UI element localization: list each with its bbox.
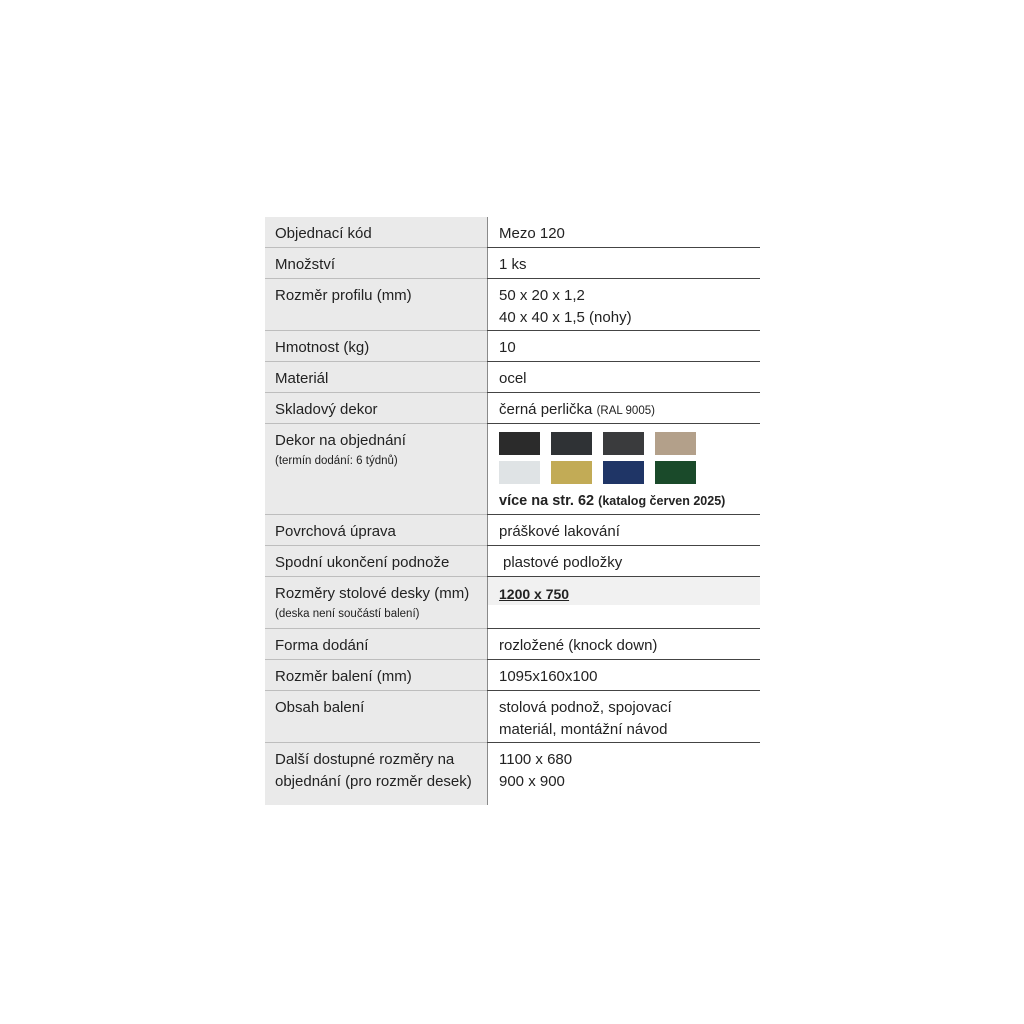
color-swatch-8: [655, 461, 696, 484]
label-quantity: Množství: [265, 248, 487, 279]
value-base-ending: plastové podložky: [487, 546, 760, 576]
color-swatch-7: [603, 461, 644, 484]
value-quantity: 1 ks: [487, 248, 760, 278]
row-order-decor: [265, 424, 760, 515]
color-swatch-6: [551, 461, 592, 484]
value-stock-decor: [487, 393, 760, 423]
row-profile-size: [265, 279, 760, 331]
row-quantity: [265, 248, 760, 279]
value-package-contents-line1: stolová podnož, spojovací: [499, 699, 672, 716]
label-order-decor-text: Dekor na objednání: [275, 432, 406, 449]
value-stock-decor-text: černá perlička: [499, 401, 593, 418]
row-base-ending: [265, 546, 760, 577]
label-profile-size: Rozměr profilu (mm): [265, 279, 487, 331]
row-package-contents: [265, 691, 760, 743]
label-order-code: Objednací kód: [265, 217, 487, 248]
more-info-text: [499, 490, 760, 512]
label-package-contents: Obsah balení: [265, 691, 487, 743]
color-swatch-2: [551, 432, 592, 455]
value-order-code: Mezo 120: [487, 217, 760, 247]
label-package-size: Rozměr balení (mm): [265, 660, 487, 691]
value-profile-size: [487, 279, 760, 330]
label-other-sizes: [265, 743, 487, 805]
color-swatch-grid: [499, 432, 760, 484]
label-tabletop-size-text: Rozměry stolové desky (mm): [275, 585, 470, 602]
more-info-page: více na str. 62: [499, 493, 595, 509]
value-package-contents-line2: materiál, montážní návod: [499, 721, 668, 738]
value-profile-size-line2: 40 x 40 x 1,5 (nohy): [499, 309, 632, 326]
label-tabletop-size-note: (deska není součástí balení): [275, 608, 420, 620]
value-package-size: 1095x160x100: [487, 660, 760, 690]
row-package-size: [265, 660, 760, 691]
color-swatch-4: [655, 432, 696, 455]
row-surface-finish: [265, 515, 760, 546]
color-swatch-5: [499, 461, 540, 484]
label-other-sizes-line2: objednání (pro rozměr desek): [275, 773, 472, 790]
label-order-decor: [265, 424, 487, 515]
row-weight: [265, 331, 760, 362]
value-stock-decor-ral: (RAL 9005): [596, 405, 655, 417]
value-other-sizes-line1: 1100 x 680: [499, 751, 573, 768]
row-stock-decor: [265, 393, 760, 424]
row-order-code: [265, 217, 760, 248]
color-swatch-3: [603, 432, 644, 455]
value-delivery-form: rozložené (knock down): [487, 629, 760, 659]
label-tabletop-size: [265, 577, 487, 629]
tabletop-size-text: 1200 x 750: [499, 586, 570, 602]
row-tabletop-size: [265, 577, 760, 629]
more-info-catalog: (katalog červen 2025): [598, 494, 726, 508]
value-order-decor: [487, 424, 760, 514]
value-surface-finish: práškové lakování: [487, 515, 760, 545]
label-stock-decor: Skladový dekor: [265, 393, 487, 424]
label-other-sizes-line1: Další dostupné rozměry na: [275, 751, 455, 768]
value-other-sizes-line2: 900 x 900: [499, 773, 565, 790]
value-package-contents: [487, 691, 760, 742]
label-material: Materiál: [265, 362, 487, 393]
label-order-decor-note: (termín dodání: 6 týdnů): [275, 455, 398, 467]
row-delivery-form: [265, 629, 760, 660]
label-weight: Hmotnost (kg): [265, 331, 487, 362]
row-other-sizes: [265, 743, 760, 805]
value-weight: 10: [487, 331, 760, 361]
label-delivery-form: Forma dodání: [265, 629, 487, 660]
color-swatch-1: [499, 432, 540, 455]
row-material: [265, 362, 760, 393]
label-base-ending: Spodní ukončení podnože: [265, 546, 487, 577]
value-tabletop-size: [487, 577, 760, 628]
value-profile-size-line1: 50 x 20 x 1,2: [499, 287, 585, 304]
value-other-sizes: [487, 743, 760, 805]
label-surface-finish: Povrchová úprava: [265, 515, 487, 546]
spec-table: [265, 217, 760, 805]
tabletop-size-box: [488, 577, 760, 605]
value-material: ocel: [487, 362, 760, 392]
